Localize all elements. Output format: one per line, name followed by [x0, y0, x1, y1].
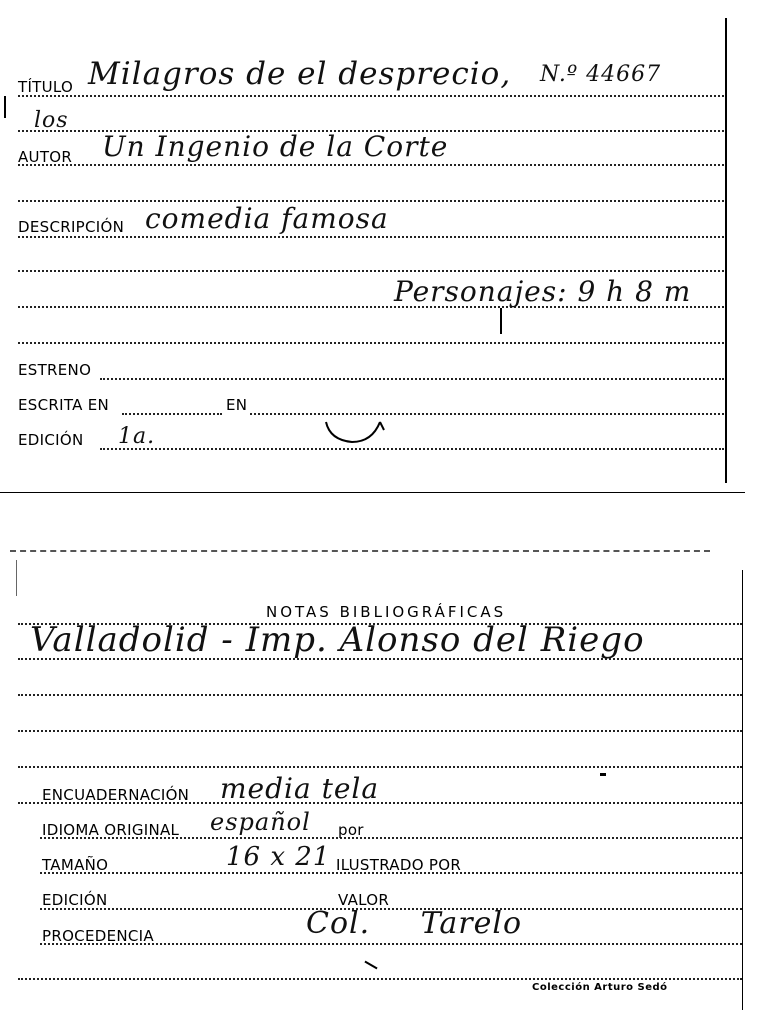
ruled-line: [18, 164, 724, 166]
ruled-line: [18, 95, 724, 97]
pen-stroke: [364, 961, 377, 970]
procedencia-label: PROCEDENCIA: [42, 927, 154, 945]
ruled-line: [100, 378, 724, 380]
idioma-label: IDIOMA ORIGINAL: [42, 821, 180, 839]
escrita-en-label: ESCRITA EN: [18, 396, 110, 414]
ruled-line: [18, 694, 742, 696]
notas-heading: NOTAS BIBLIOGRÁFICAS: [266, 603, 507, 621]
ruled-line: [122, 413, 222, 415]
ruled-line: [18, 730, 742, 732]
pen-stroke: [4, 96, 6, 118]
edicion-value: 1a.: [118, 424, 156, 449]
procedencia-value: Col. Tarelo: [306, 906, 522, 941]
card-edge: [725, 18, 727, 483]
autor-label: AUTOR: [18, 148, 73, 166]
edicion-label: EDICIÓN: [18, 431, 84, 449]
scribble-mark: [320, 410, 390, 450]
titulo-label: TÍTULO: [18, 78, 74, 96]
ilustrado-label: ILUSTRADO POR: [336, 856, 462, 874]
ruled-line: [18, 978, 742, 980]
pen-stroke: [16, 560, 17, 596]
ruled-line: [100, 448, 724, 450]
descripcion-label: DESCRIPCIÓN: [18, 218, 125, 236]
descripcion-value: comedia famosa: [145, 202, 389, 235]
ruled-line: [18, 766, 742, 768]
pen-stroke: [600, 773, 606, 776]
tamano-value: 16 x 21: [226, 842, 331, 872]
torn-edge: [10, 550, 710, 552]
card-edge: [742, 570, 743, 1010]
tamano-label: TAMAÑO: [42, 856, 109, 874]
catalog-card-bottom: [0, 540, 759, 1028]
encuadernacion-label: ENCUADERNACIÓN: [42, 786, 190, 804]
ruled-line: [18, 270, 724, 272]
edicion-label-2: EDICIÓN: [42, 891, 108, 909]
idioma-value: español: [210, 808, 311, 836]
valor-label: VALOR: [338, 891, 390, 909]
numero-value: N.º 44667: [540, 62, 662, 87]
notas-value: Valladolid - Imp. Alonso del Riego: [30, 620, 645, 660]
personajes-value: Personajes: 9 h 8 m: [394, 275, 692, 308]
los-value: los: [34, 108, 69, 133]
titulo-value: Milagros de el desprecio,: [88, 56, 512, 92]
card-separator: [0, 492, 745, 493]
estreno-label: ESTRENO: [18, 361, 92, 379]
en-label: EN: [226, 396, 248, 414]
por-label: por: [338, 821, 364, 839]
credit-text: Colección Arturo Sedó: [532, 982, 668, 993]
ruled-line: [18, 236, 724, 238]
encuadernacion-value: media tela: [220, 772, 380, 805]
ruled-line: [18, 342, 724, 344]
catalog-card-top: [0, 0, 759, 493]
pen-stroke: [500, 308, 502, 334]
autor-value: Un Ingenio de la Corte: [102, 130, 449, 163]
